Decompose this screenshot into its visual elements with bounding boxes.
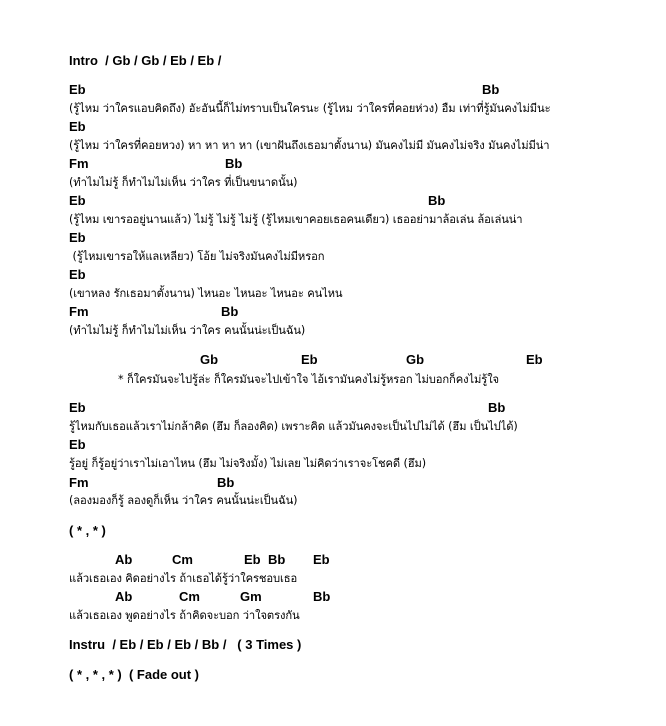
chord: Eb: [69, 193, 86, 208]
chord: Eb: [69, 119, 86, 134]
intro-line: Intro / Gb / Gb / Eb / Eb /: [69, 53, 222, 68]
chord: Eb: [69, 267, 86, 282]
verse2-chord-line-1: [69, 193, 629, 209]
chord: Bb: [268, 552, 286, 567]
chord: Bb: [488, 400, 506, 415]
chord: Fm: [69, 475, 89, 490]
verse1-lyric-line-3: (ทำไมไม่รู้ ก็ทำไมไม่เห็น ว่าใคร ที่เป็นขนาดนั้น): [69, 176, 298, 189]
chord: Bb: [225, 156, 243, 171]
chord: Bb: [221, 304, 239, 319]
chorus-chord-line: [69, 352, 629, 368]
chord: Bb: [217, 475, 235, 490]
chord: Eb: [69, 437, 86, 452]
verse2-lyric-line-3: (เขาหลง รักเธอมาตั้งนาน) ไหนอะ ไหนอะ ไหนอะ คนไหน: [69, 287, 343, 300]
instru-line: Instru / Eb / Eb / Eb / Bb / ( 3 Times ): [69, 637, 302, 652]
chord: Eb: [244, 552, 261, 567]
verse2-lyric-line-1: (รู้ไหม เขารออยู่นานแล้ว) ไม่รู้ ไม่รู้ ไม่รู้ (รู้ไหมเขาคอยเธอคนเดียว) เธออย่ามาล้อเล่น ล้อเล่นน่า: [69, 213, 523, 226]
verse2-lyric-line-4: (ทำไมไม่รู้ ก็ทำไมไม่เห็น ว่าใคร คนนั้นน่ะเป็นฉัน): [69, 324, 306, 337]
verse3-lyric-line-1: รู้ไหมกับเธอแล้วเราไม่กล้าคิด (ฮึม ก็ลองคิด) เพราะคิด แล้วมันคงจะเป็นไปไม่ได้ (ฮึม เป็นไปได้): [69, 420, 518, 433]
verse1-chord-line-3: [69, 156, 629, 172]
chord: Fm: [69, 304, 89, 319]
verse1-lyric-line-2: (รู้ไหม ว่าใครที่คอยหวง) หา หา หา หา (เขาฝันถึงเธอมาตั้งนาน) มันคงไม่มี มันคงไม่จริง มันคงไม่มีน่า: [69, 139, 550, 152]
chord: Bb: [428, 193, 446, 208]
chord: Gb: [406, 352, 425, 367]
verse1-lyric-line-1: (รู้ไหม ว่าใครแอบคิดถึง) อัะอันนี้ก็ไม่ทราบเป็นใครนะ (รู้ไหม ว่าใครที่คอยห่วง) อืม เท่าที่รู้มันคงไม่มีนะ: [69, 102, 551, 115]
repeat-marker: ( * , * ): [69, 523, 106, 538]
chord: Fm: [69, 156, 89, 171]
chord: Eb: [69, 230, 86, 245]
chorus-lyric-line: * ก็ใครมันจะไปรู้ล่ะ ก็ใครมันจะไปเข้าใจ ไอ้เรามันคงไม่รู้หรอก ไม่บอกก็คงไม่รู้ใจ: [118, 373, 500, 386]
chord: Bb: [482, 82, 500, 97]
chord: Cm: [172, 552, 193, 567]
chord: Eb: [69, 400, 86, 415]
bridge-lyric-line-1: แล้วเธอเอง คิดอย่างไร ถ้าเธอได้รู้ว่าใครชอบเธอ: [69, 572, 298, 585]
chord: Eb: [526, 352, 543, 367]
verse3-lyric-line-2: รู้อยู่ ก็รู้อยู่ว่าเราไม่เอาไหน (ฮึม ไม่จริงมั้ง) ไม่เลย ไม่คิดว่าเราจะโชคดี (ฮึม): [69, 457, 427, 470]
chord: Cm: [179, 589, 200, 604]
verse1-chord-line-2: [69, 119, 629, 135]
verse2-chord-line-2: [69, 230, 629, 246]
bridge-lyric-line-2: แล้วเธอเอง พูดอย่างไร ถ้าคิดจะบอก ว่าใจตรงกัน: [69, 609, 300, 622]
chord: Ab: [115, 589, 133, 604]
chord: Gb: [200, 352, 219, 367]
verse3-lyric-line-3: (ลองมองก็รู้ ลองดูก็เห็น ว่าใคร คนนั้นน่ะเป็นฉัน): [69, 494, 298, 507]
chord: Eb: [313, 552, 330, 567]
bridge-chord-line-2: [69, 589, 629, 605]
chord: Bb: [313, 589, 331, 604]
chord: Eb: [69, 82, 86, 97]
bridge-chord-line-1: [69, 552, 629, 568]
verse2-chord-line-4: [69, 304, 629, 320]
verse3-chord-line-2: [69, 437, 629, 453]
chord: Ab: [115, 552, 133, 567]
verse1-chord-line-1: [69, 82, 629, 98]
verse3-chord-line-3: [69, 475, 629, 491]
outro-line: ( * , * , * ) ( Fade out ): [69, 667, 199, 682]
verse3-chord-line-1: [69, 400, 629, 416]
verse2-lyric-line-2: (รู้ไหมเขารอให้แลเหลียว) โอ้ย ไม่จริงมันคงไม่มีหรอก: [69, 250, 325, 263]
chord: Gm: [240, 589, 262, 604]
verse2-chord-line-3: [69, 267, 629, 283]
chord: Eb: [301, 352, 318, 367]
